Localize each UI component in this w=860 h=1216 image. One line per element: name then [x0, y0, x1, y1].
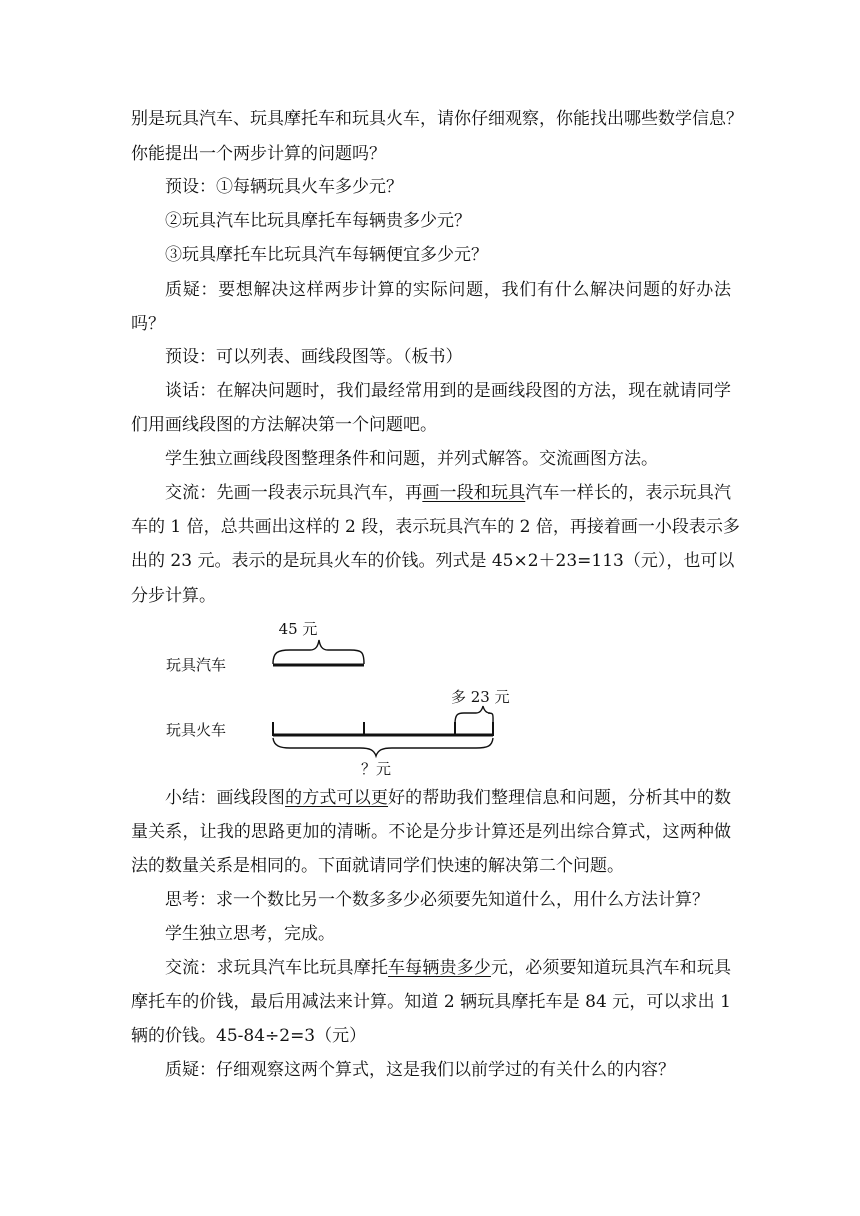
- text-line: [131, 516, 740, 538]
- text-line: [165, 889, 731, 911]
- text-line: [131, 108, 743, 130]
- car-price-brace: [273, 640, 364, 664]
- text-segment: 别是玩具汽车、玩具摩托车和玩具火车，请你仔细观察，你能找出哪些数学信息？: [131, 109, 743, 129]
- text-line: [165, 448, 731, 470]
- text-line: [165, 923, 731, 945]
- text-segment: 小结：画线段图: [165, 788, 286, 808]
- text-segment: 谈话：在解决问题时，我们最经常用到的是画线段图的方法，现在就请同学: [165, 381, 731, 401]
- train-label: 玩具火车: [166, 721, 227, 739]
- text-segment: 元，必须要知道玩具汽车和玩具: [490, 958, 731, 978]
- text-line: [165, 957, 731, 979]
- underlined-text: 画一段和玩具: [422, 483, 526, 503]
- extra-label: 多 23 元: [451, 688, 510, 706]
- text-segment: ②玩具汽车比玩具摩托车每辆贵多少元？: [165, 211, 471, 231]
- text-line: [165, 482, 731, 504]
- diagram-svg: [140, 612, 560, 782]
- text-line: [165, 380, 731, 402]
- text-segment: 们用画线段图的方法解决第一个问题吧。: [131, 415, 437, 435]
- text-segment: 质疑：仔细观察这两个算式，这是我们以前学过的有关什么的内容？: [165, 1060, 675, 1080]
- text-line: [165, 279, 731, 301]
- text-line: [131, 143, 731, 165]
- text-segment: ③玩具摩托车比玩具汽车每辆便宜多少元？: [165, 245, 488, 265]
- text-segment: 预设：①每辆玩具火车多少元？: [165, 177, 403, 197]
- total-brace: [273, 738, 493, 756]
- text-segment: 车的 1 倍，总共画出这样的 2 段，表示玩具汽车的 2 倍，再接着画一小段表示多: [131, 517, 740, 537]
- car-label: 玩具汽车: [166, 656, 227, 674]
- text-line: [165, 244, 731, 266]
- text-segment: 你能提出一个两步计算的问题吗？: [131, 144, 386, 164]
- text-segment: 摩托车的价钱，最后用减法来计算。知道 2 辆玩具摩托车是 84 元，可以求出 1: [131, 992, 731, 1012]
- text-line: [131, 1025, 731, 1047]
- text-segment: 辆的价钱。45-84÷2=3（元）: [131, 1026, 367, 1046]
- extra-brace: [455, 706, 493, 724]
- text-segment: 交流：先画一段表示玩具汽车，再: [165, 483, 423, 503]
- text-line: [131, 991, 731, 1013]
- text-segment: 出的 23 元。表示的是玩具火车的价钱。列式是 45×2＋23=113（元），也可以: [131, 551, 735, 571]
- text-segment: 质疑：要想解决这样两步计算的实际问题，我们有什么解决问题的好办法: [165, 280, 731, 300]
- underlined-text: 车每辆贵多少: [388, 958, 491, 978]
- text-segment: 预设：可以列表、画线段图等。（板书）: [165, 347, 463, 367]
- text-line: [165, 1059, 731, 1081]
- text-segment: 分步计算。: [131, 586, 216, 606]
- text-segment: 交流：求玩具汽车比玩具摩托: [165, 958, 389, 978]
- text-line: [165, 787, 731, 809]
- text-segment: 法的数量关系是相同的。下面就请同学们快速的解决第二个问题。: [131, 856, 624, 876]
- text-line: [165, 346, 731, 368]
- text-segment: 学生独立思考，完成。: [165, 924, 335, 944]
- underlined-text: 的方式可以更: [285, 788, 389, 808]
- text-line: [131, 414, 731, 436]
- text-line: [131, 821, 731, 843]
- line-segment-diagram: [140, 612, 560, 782]
- text-line: [165, 210, 731, 232]
- text-segment: 汽车一样长的，表示玩具汽: [525, 483, 731, 503]
- text-segment: 量关系，让我的思路更加的清晰。不论是分步计算还是列出综合算式，这两种做: [131, 822, 731, 842]
- text-line: [165, 176, 731, 198]
- total-label: ？元: [360, 760, 392, 778]
- text-line: [131, 550, 735, 572]
- car-price-label: 45 元: [278, 620, 318, 638]
- text-line: [131, 313, 731, 335]
- text-segment: 思考：求一个数比另一个数多多少必须要先知道什么，用什么方法计算？: [165, 890, 709, 910]
- text-line: [131, 585, 731, 607]
- text-segment: 学生独立画线段图整理条件和问题，并列式解答。交流画图方法。: [165, 449, 658, 469]
- text-line: [131, 855, 731, 877]
- text-segment: 吗？: [131, 314, 165, 334]
- text-segment: 好的帮助我们整理信息和问题，分析其中的数: [388, 788, 731, 808]
